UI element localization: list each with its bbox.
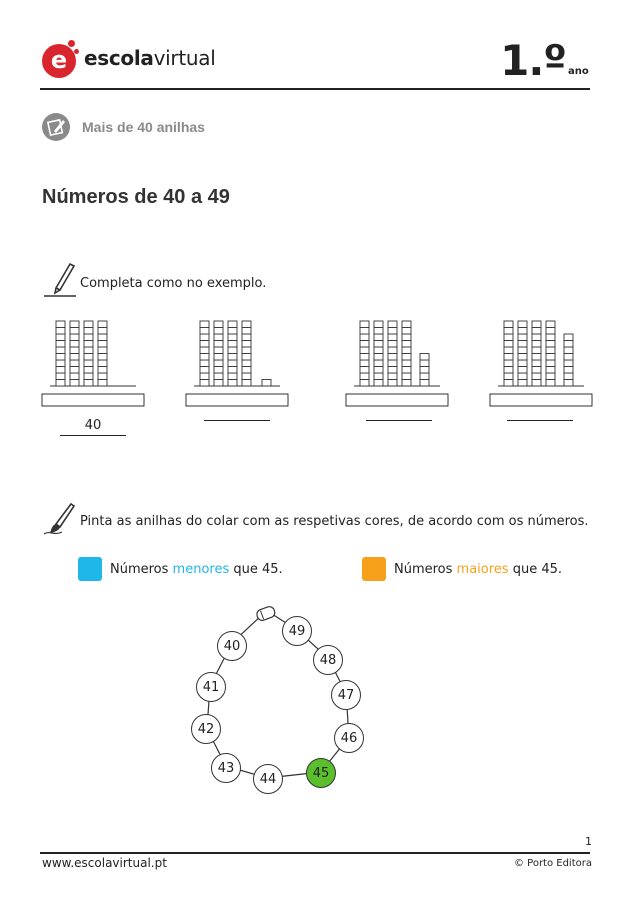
- ten-rod-cube: [228, 334, 237, 341]
- ten-rod-cube: [200, 321, 209, 328]
- necklace-bead[interactable]: 48: [313, 645, 343, 675]
- ten-rod-cube: [98, 354, 107, 361]
- ten-rod-cube: [360, 354, 369, 361]
- escolavirtual-logo: e: [42, 44, 76, 78]
- ten-rod-cube: [242, 321, 251, 328]
- necklace-bead[interactable]: 47: [331, 680, 361, 710]
- ten-rod-cube: [98, 321, 107, 328]
- ten-rod-cube: [532, 373, 541, 380]
- ten-rod-cube: [532, 380, 541, 387]
- ten-rod-cube: [84, 328, 93, 335]
- ten-rod-cube: [98, 334, 107, 341]
- necklace-bead[interactable]: 41: [196, 672, 226, 702]
- ten-rod-cube: [214, 347, 223, 354]
- ten-rod-cube: [98, 360, 107, 367]
- brand-name: escolavirtual: [84, 46, 216, 70]
- ten-rod-cube: [56, 328, 65, 335]
- legend-more: Números maiores que 45.: [394, 562, 563, 577]
- ten-rod-cube: [242, 341, 251, 348]
- answer-line: [366, 420, 432, 421]
- ten-rod-cube: [242, 328, 251, 335]
- ten-rod-cube: [98, 341, 107, 348]
- ten-rod-cube: [228, 367, 237, 374]
- unit-cube: [564, 373, 573, 380]
- ten-rod-cube: [532, 321, 541, 328]
- ten-rod-cube: [374, 341, 383, 348]
- ten-rod-cube: [532, 334, 541, 341]
- ten-rod-cube: [504, 341, 513, 348]
- ten-rod-cube: [84, 347, 93, 354]
- answer-group-2[interactable]: [204, 418, 270, 421]
- ten-rod-cube: [518, 347, 527, 354]
- ten-rod-cube: [518, 341, 527, 348]
- ten-rod-cube: [504, 328, 513, 335]
- ten-rod-cube: [228, 354, 237, 361]
- ten-rod-cube: [546, 380, 555, 387]
- ten-rod-cube: [56, 321, 65, 328]
- ten-rod-cube: [214, 380, 223, 387]
- ten-rod-cube: [504, 347, 513, 354]
- ten-rod-cube: [84, 367, 93, 374]
- footer-url[interactable]: www.escolavirtual.pt: [42, 856, 167, 870]
- ten-rod-cube: [84, 360, 93, 367]
- necklace-bead[interactable]: 46: [334, 723, 364, 753]
- ten-rod-cube: [374, 367, 383, 374]
- ten-rod-cube: [70, 321, 79, 328]
- ten-rod-cube: [504, 367, 513, 374]
- ten-rod-cube: [228, 321, 237, 328]
- ten-rod-cube: [518, 360, 527, 367]
- ten-rod-cube: [56, 373, 65, 380]
- answer-text: 40: [84, 418, 102, 433]
- ten-rod-cube: [98, 380, 107, 387]
- ten-rod-cube: [228, 347, 237, 354]
- exercise2-instruction: Pinta as anilhas do colar com as respetivas cores, de acordo com os números.: [80, 514, 589, 529]
- ten-rod-cube: [214, 360, 223, 367]
- necklace-bead[interactable]: 44: [253, 764, 283, 794]
- section-badge-label: Mais de 40 anilhas: [82, 119, 205, 135]
- ten-rod-cube: [504, 334, 513, 341]
- ten-rod-cube: [242, 347, 251, 354]
- pencil-icon: [42, 258, 76, 298]
- grade-label: 1.º: [500, 36, 566, 85]
- ten-rod-cube: [56, 354, 65, 361]
- answer-group-3[interactable]: [366, 418, 432, 421]
- ten-rod-cube: [242, 373, 251, 380]
- ten-rod-cube: [374, 347, 383, 354]
- color-swatch-less: [78, 557, 102, 581]
- ten-rod-cube: [374, 354, 383, 361]
- clasp-icon: [255, 605, 276, 621]
- ten-rod-cube: [518, 328, 527, 335]
- ten-rod-cube: [360, 328, 369, 335]
- ten-rod-cube: [402, 334, 411, 341]
- ten-rod-cube: [388, 321, 397, 328]
- answer-line: [60, 435, 126, 436]
- ten-rod-cube: [360, 334, 369, 341]
- ten-rod-cube: [360, 373, 369, 380]
- ten-rod-cube: [200, 334, 209, 341]
- ten-rod-cube: [374, 328, 383, 335]
- ten-rod-cube: [388, 360, 397, 367]
- grade-sub-label: ano: [568, 66, 589, 77]
- ten-rod-cube: [56, 367, 65, 374]
- ten-rod-cube: [228, 328, 237, 335]
- ten-rod-cube: [532, 367, 541, 374]
- unit-cube: [420, 367, 429, 374]
- logo-dot-icon: [68, 40, 75, 47]
- ten-rod-cube: [388, 380, 397, 387]
- notebook-icon: [42, 113, 70, 141]
- ten-rod-cube: [228, 380, 237, 387]
- ten-rod-cube: [518, 380, 527, 387]
- brush-icon: [42, 500, 76, 536]
- answer-group-4[interactable]: [507, 418, 573, 421]
- ten-rod-cube: [388, 341, 397, 348]
- footer-copyright: © Porto Editora: [513, 858, 592, 869]
- color-swatch-more: [362, 557, 386, 581]
- ten-rod-cube: [228, 341, 237, 348]
- ten-rod-cube: [242, 334, 251, 341]
- unit-cube: [564, 347, 573, 354]
- unit-cube: [564, 360, 573, 367]
- ten-rod-cube: [70, 341, 79, 348]
- ten-rod-cube: [242, 354, 251, 361]
- unit-cube: [420, 360, 429, 367]
- ten-rod-cube: [504, 380, 513, 387]
- ten-rod-cube: [532, 341, 541, 348]
- ten-rod-cube: [518, 334, 527, 341]
- ten-rod-cube: [546, 334, 555, 341]
- unit-cube: [262, 380, 271, 387]
- answer-line: [204, 420, 270, 421]
- ten-rod-cube: [214, 321, 223, 328]
- ten-rod-cube: [70, 373, 79, 380]
- block-base: [42, 394, 144, 406]
- ten-rod-cube: [374, 373, 383, 380]
- ten-rod-cube: [56, 347, 65, 354]
- ten-rod-cube: [242, 367, 251, 374]
- ten-rod-cube: [518, 321, 527, 328]
- ten-rod-cube: [546, 360, 555, 367]
- ten-rod-cube: [360, 380, 369, 387]
- ten-rod-cube: [214, 367, 223, 374]
- ten-rod-cube: [200, 341, 209, 348]
- ten-rod-cube: [56, 341, 65, 348]
- ten-rod-cube: [388, 354, 397, 361]
- unit-cube: [564, 367, 573, 374]
- ten-rod-cube: [214, 373, 223, 380]
- ten-rod-cube: [546, 373, 555, 380]
- ten-rod-cube: [228, 360, 237, 367]
- ten-rod-cube: [402, 360, 411, 367]
- ten-rod-cube: [402, 328, 411, 335]
- ten-rod-cube: [360, 321, 369, 328]
- ten-rod-cube: [504, 354, 513, 361]
- footer-divider: [40, 852, 590, 854]
- ten-rod-cube: [70, 367, 79, 374]
- ten-rod-cube: [360, 347, 369, 354]
- ten-rod-cube: [546, 321, 555, 328]
- ten-rod-cube: [200, 354, 209, 361]
- ten-rod-cube: [388, 328, 397, 335]
- answer-line: [507, 420, 573, 421]
- ten-rod-cube: [532, 347, 541, 354]
- unit-cube: [564, 354, 573, 361]
- ten-rod-cube: [70, 380, 79, 387]
- ten-rod-cube: [200, 373, 209, 380]
- ten-rod-cube: [518, 354, 527, 361]
- unit-cube: [420, 354, 429, 361]
- ten-rod-cube: [70, 354, 79, 361]
- page-number: 1: [585, 835, 592, 848]
- ten-rod-cube: [504, 373, 513, 380]
- ten-rod-cube: [374, 360, 383, 367]
- block-base: [186, 394, 288, 406]
- ten-rod-cube: [56, 360, 65, 367]
- ten-rod-cube: [402, 341, 411, 348]
- ten-rod-cube: [388, 373, 397, 380]
- ten-rod-cube: [518, 373, 527, 380]
- answer-group-1: [60, 418, 126, 436]
- unit-cube: [564, 334, 573, 341]
- necklace-bead[interactable]: 40: [217, 631, 247, 661]
- exercise1-instruction: Completa como no exemplo.: [80, 276, 267, 291]
- ten-rod-cube: [56, 334, 65, 341]
- ten-rod-cube: [214, 341, 223, 348]
- ten-rod-cube: [504, 321, 513, 328]
- ten-rod-cube: [242, 360, 251, 367]
- unit-cube: [420, 380, 429, 387]
- ten-rod-cube: [98, 347, 107, 354]
- ten-rod-cube: [402, 347, 411, 354]
- ten-rod-cube: [504, 360, 513, 367]
- unit-cube: [564, 380, 573, 387]
- ten-rod-cube: [84, 354, 93, 361]
- header-divider: [40, 88, 590, 90]
- block-base: [490, 394, 592, 406]
- necklace-bead[interactable]: 42: [191, 714, 221, 744]
- ten-rod-cube: [518, 367, 527, 374]
- ten-rod-cube: [84, 341, 93, 348]
- necklace-bead[interactable]: 45: [306, 758, 336, 788]
- ten-rod-cube: [374, 380, 383, 387]
- ten-rod-cube: [374, 321, 383, 328]
- ten-rod-cube: [388, 334, 397, 341]
- ten-rod-cube: [98, 373, 107, 380]
- unit-cube: [564, 341, 573, 348]
- ten-rod-cube: [546, 347, 555, 354]
- ten-rod-cube: [360, 360, 369, 367]
- base-ten-blocks: [40, 312, 600, 412]
- ten-rod-cube: [388, 367, 397, 374]
- necklace-bead[interactable]: 49: [282, 616, 312, 646]
- ten-rod-cube: [214, 354, 223, 361]
- ten-rod-cube: [242, 380, 251, 387]
- ten-rod-cube: [402, 373, 411, 380]
- ten-rod-cube: [546, 354, 555, 361]
- ten-rod-cube: [84, 373, 93, 380]
- ten-rod-cube: [70, 328, 79, 335]
- ten-rod-cube: [70, 360, 79, 367]
- ten-rod-cube: [200, 347, 209, 354]
- ten-rod-cube: [70, 334, 79, 341]
- ten-rod-cube: [70, 347, 79, 354]
- unit-cube: [420, 373, 429, 380]
- necklace-bead[interactable]: 43: [211, 753, 241, 783]
- ten-rod-cube: [402, 354, 411, 361]
- ten-rod-cube: [388, 347, 397, 354]
- ten-rod-cube: [214, 328, 223, 335]
- ten-rod-cube: [402, 367, 411, 374]
- ten-rod-cube: [200, 360, 209, 367]
- ten-rod-cube: [546, 367, 555, 374]
- logo-dot-icon: [74, 49, 79, 54]
- ten-rod-cube: [374, 334, 383, 341]
- ten-rod-cube: [214, 334, 223, 341]
- ten-rod-cube: [200, 380, 209, 387]
- ten-rod-cube: [84, 334, 93, 341]
- ten-rod-cube: [532, 354, 541, 361]
- ten-rod-cube: [402, 380, 411, 387]
- ten-rod-cube: [402, 321, 411, 328]
- ten-rod-cube: [98, 367, 107, 374]
- ten-rod-cube: [360, 367, 369, 374]
- ten-rod-cube: [84, 321, 93, 328]
- ten-rod-cube: [546, 328, 555, 335]
- ten-rod-cube: [84, 380, 93, 387]
- ten-rod-cube: [360, 341, 369, 348]
- ten-rod-cube: [532, 360, 541, 367]
- ten-rod-cube: [200, 328, 209, 335]
- ten-rod-cube: [532, 328, 541, 335]
- ten-rod-cube: [546, 341, 555, 348]
- page-title: Números de 40 a 49: [42, 186, 230, 208]
- legend-less: Números menores que 45.: [110, 562, 283, 577]
- ten-rod-cube: [98, 328, 107, 335]
- ten-rod-cube: [228, 373, 237, 380]
- ten-rod-cube: [200, 367, 209, 374]
- block-base: [346, 394, 448, 406]
- ten-rod-cube: [56, 380, 65, 387]
